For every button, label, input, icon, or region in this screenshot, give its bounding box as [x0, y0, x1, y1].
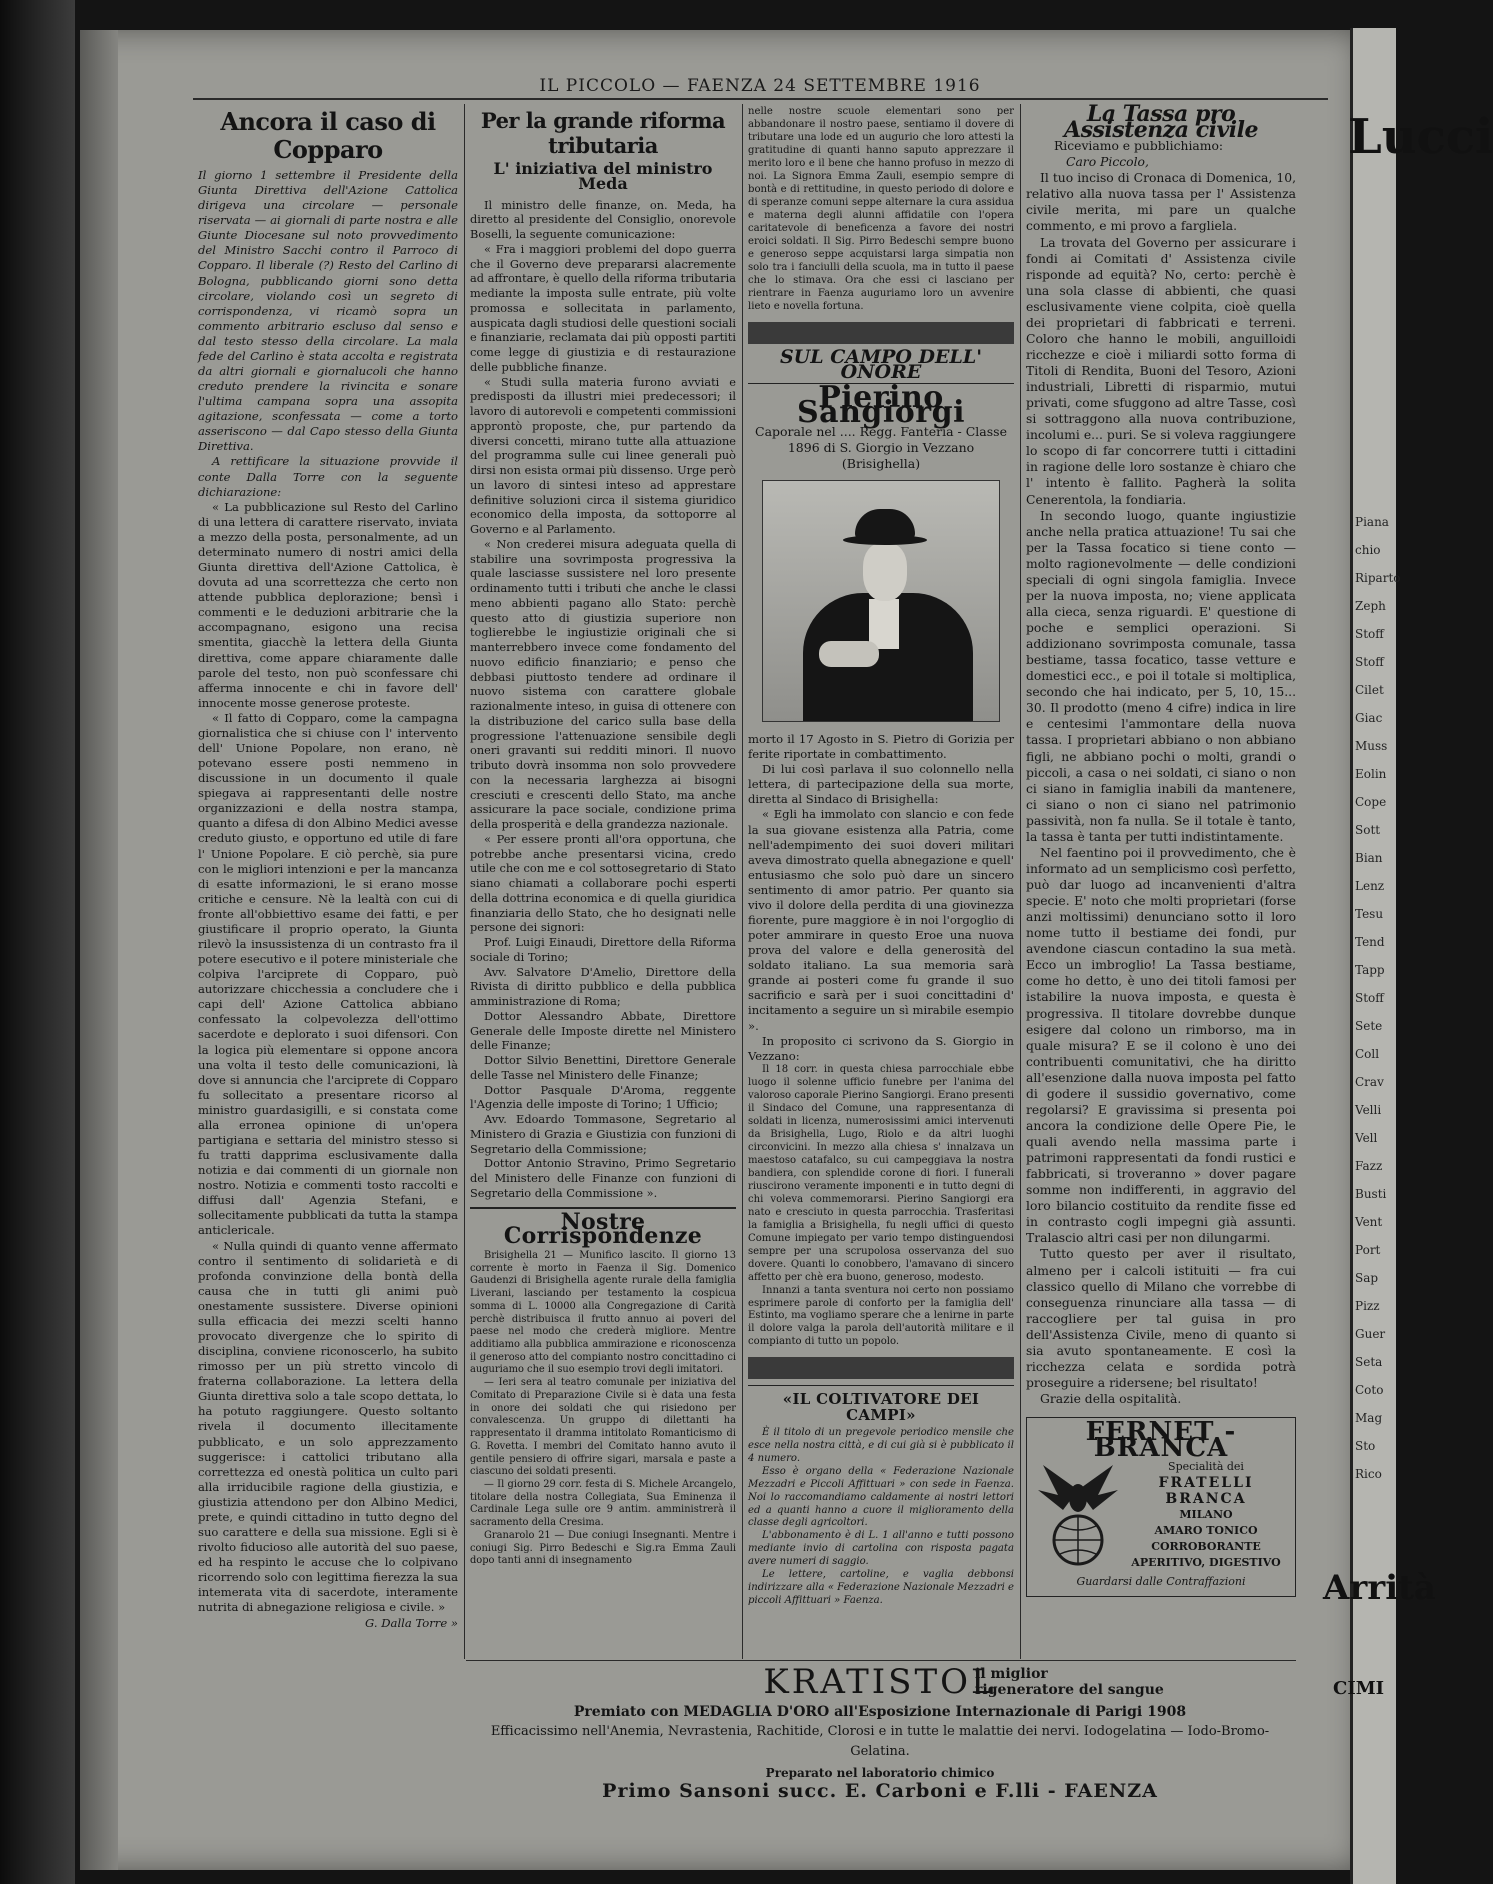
- adjacent-page-fragment: Giac: [1355, 711, 1383, 725]
- black-banner: [748, 322, 1014, 344]
- ad-tagline-1: il miglior: [975, 1666, 1048, 1682]
- article-paragraph: Il ministro delle finanze, on. Meda, ha diretto al presidente del Consiglio, onorevole Boselli, la seguente comunicazione:: [470, 197, 736, 241]
- article-paragraph: Le lettere, cartoline, e vaglia debbonsi indirizzare alla « Federazione Nazionale Mezzadri e piccoli Affittuari » Faenza.: [748, 1569, 1014, 1607]
- adjacent-page-fragment: Stoff: [1355, 655, 1384, 669]
- adjacent-page-fragment: Crav: [1355, 1075, 1384, 1089]
- ad-maker: Primo Sansoni succ. E. Carboni e F.lli - FAENZA: [602, 1780, 1158, 1802]
- adjacent-page-strip: [1323, 28, 1493, 1884]
- ad-tagline-2: rigeneratore del sangue: [975, 1682, 1164, 1698]
- adjacent-page-fragment: Fazz: [1355, 1159, 1383, 1173]
- article-paragraph: Di lui così parlava il suo colonnello nella lettera, di partecipazione della sua morte, diretta al Sindaco di Brisighella:: [748, 762, 1014, 807]
- eagle-globe-logo: [1033, 1460, 1123, 1570]
- ad-rule: [466, 1660, 1296, 1661]
- adjacent-page-fragment: Coll: [1355, 1047, 1380, 1061]
- section-title-coltivatore: «IL COLTIVATORE DEI CAMPI»: [748, 1385, 1014, 1422]
- article-copparo: [198, 106, 458, 1631]
- article-paragraph: Il tuo inciso di Cronaca di Domenica, 10, relativo alla nuova tassa per l' Assistenza civile merita, mi pare un qualche commento, e mi provo a fargliela.: [1026, 171, 1296, 234]
- article-title: Ancora il caso di Copparo: [220, 107, 436, 164]
- adjacent-page-fragments: [1355, 508, 1401, 1488]
- article-paragraph: A rettificare la situazione provvide il conte Dalla Torre con la seguente dichiarazione:: [198, 454, 458, 499]
- adjacent-page-fragment: Sap: [1355, 1271, 1379, 1285]
- correspondence-continued: nelle nostre scuole elementari sono per abbandonare il nostro paese, sentiamo il dovere di tributare una lode ed un augurio che loro attesti la gratitudine di quanti hanno saputo apprezzare il merito loro e il bene che hanno profuso in mezzo di noi. La Signora Emma Zauli, esempio sempre di bontà e di rettitudine, in questo periodo di dolore e di speranze comuni seppe alternare la cura assidua e materna degli alunni affidatile con l'opera caritatevole di beneficenza a favore dei nostri eroici soldati. Il Sig. Pirro Bedeschi sempre buono e generoso seppe acquistarsi larga simpatia non solo tra i fanciulli della scuola, ma in tutto il paese che lo stimava. Ora che essi ci lasciano per rientrare in Faenza auguriamo loro un avvenire lieto e novella fortuna.: [748, 106, 1014, 312]
- ad-line: APERITIVO, DIGESTIVO: [1131, 1556, 1281, 1570]
- adjacent-page-fragment: Sott: [1355, 823, 1381, 837]
- ad-tagline: [975, 1666, 1164, 1698]
- masthead-rule: [193, 98, 1328, 100]
- adjacent-page-fragment: Coto: [1355, 1383, 1384, 1397]
- adjacent-page-fragment: Cope: [1355, 795, 1387, 809]
- article-title: La Tassa pro Assistenza civile: [1064, 101, 1258, 144]
- ad-line: AMARO TONICO: [1154, 1524, 1258, 1538]
- adjacent-page-fragment: Bian: [1355, 851, 1383, 865]
- letter-salutation: Caro Piccolo,: [1066, 155, 1149, 170]
- column-three: [748, 106, 1014, 1608]
- ad-title: FERNET - BRANCA: [1085, 1417, 1237, 1464]
- fallen-soldier-rank: Caporale nel .... Regg. Fanteria - Classe 1896 di S. Giorgio in Vezzano (Brisighella): [755, 424, 1007, 472]
- ad-line: Specialità dei: [1168, 1459, 1244, 1473]
- article-paragraph: In secondo luogo, quante ingiustizie anche nella pratica attuazione! Tu sai che per la Tassa focatico si tiene conto — molto ragionevolmente — delle condizioni speciali di ogni singola famiglia. Invece per la nuova imposta, no; viene applicata alla cieca, senza riguardi. E' questione di poche e semplici operazioni. Si addizionano sovrimposta comunale, tassa bestiame, tassa focatico, tasse vetture e domestici ecc., e poi il totale si moltiplica, secondo che hai indicato, per 5, 10, 15... 30. Il prodotto (meno 4 cifre) indica in lire e centesimi l'ammontare della nuova tassa. I proprietari abbiano o non abbiano figli, ne abbiano pochi o molti, grandi o piccoli, a casa o nei soldati, ci siano o non ci siano in famiglia inabili da mantenere, ci siano o non ci siano nel patrimonio passività, non fa nulla. Se il totale è tanto, la tassa è tanta per tutti indistintamente.: [1026, 508, 1296, 844]
- adjacent-page-fragment: Sto: [1355, 1439, 1376, 1453]
- ad-city: MILANO: [1179, 1508, 1233, 1522]
- book-binding: [0, 0, 75, 1884]
- adjacent-page-fragment: Seta: [1355, 1355, 1383, 1369]
- adjacent-page-fragment: Guer: [1355, 1327, 1386, 1341]
- commission-member: Avv. Edoardo Tommasone, Segretario al Ministero di Grazia e Giustizia con funzioni di Segretario della Commissione;: [470, 1112, 736, 1156]
- article-paragraph: Riceviamo e pubblichiamo:: [1054, 139, 1224, 154]
- article-paragraph: È il titolo di un pregevole periodico mensile che esce nella nostra città, e di cui già si è pubblicato il 4 numero.: [748, 1426, 1014, 1464]
- article-signature: G. Dalla Torre »: [365, 1615, 458, 1630]
- article-subtitle: L' iniziativa del ministro Meda: [493, 159, 713, 193]
- article-paragraph: Tutto questo per aver il risultato, almeno per i calcoli istituiti — fra cui classico quello di Milano che vorrebbe di conseguenza rinunciare alla tassa — di raccogliere per tal guisa in pro dell'Assistenza Civile, meno di quanto si sia avuto spontaneamente. E così la ricchezza celata e sordida potrà proseguire a ridersene; bel risultato!: [1026, 1247, 1296, 1390]
- ad-line: CORROBORANTE: [1151, 1540, 1261, 1554]
- commission-member: Dottor Alessandro Abbate, Direttore Generale delle Imposte dirette nel Ministero delle Finanze;: [470, 1008, 736, 1053]
- adjacent-page-fragment: Velli: [1355, 1103, 1382, 1117]
- article-paragraph: morto il 17 Agosto in S. Pietro di Gorizia per ferite riportate in combattimento.: [748, 732, 1014, 762]
- adjacent-page-fragment: Piana: [1355, 515, 1389, 529]
- commission-member: Dottor Pasquale D'Aroma, reggente l'Agenzia delle imposte di Torino; 1 Ufficio;: [470, 1082, 736, 1112]
- article-title: Per la grande riforma tributaria: [480, 108, 726, 158]
- article-paragraph: In proposito ci scrivono da S. Giorgio in Vezzano:: [748, 1033, 1014, 1063]
- adjacent-page-fragment: Tapp: [1355, 963, 1385, 977]
- article-intro: Il giorno 1 settembre il Presidente della Giunta Direttiva dell'Azione Cattolica dirigeva una circolare — personale riservata — ai giornali di parte nostra e alle Giunte Diocesane sul noto provvedimento del Ministro Sacchi contro il Parroco di Copparo. Il liberale (?) Resto del Carlino di Bologna, pubblicando giorni sono detta circolare, violando così un segreto di corrispondenza, vi ricamò sopra un commento arbitrario escluso dal senso e dal testo stesso della circolare. La mala fede del Carlino è stata accolta e registrata da altri giornali e giornalucoli che hanno creduto prendere la rivincita e sonare l'ultima campana sopra una assopita agitazione, sconfessata — come a torto asseriscono — dal Capo stesso della Giunta Direttiva.: [198, 168, 458, 454]
- column-divider: [742, 104, 743, 1659]
- adjacent-page-fragment: Cilet: [1355, 683, 1384, 697]
- correspondence-item: — Il giorno 29 corr. festa di S. Michele Arcangelo, titolare della nostra Collegiata, Sua Eminenza il Cardinale Lega sulle ore 9 antim. amministrerà il sacramento della Cresima.: [470, 1478, 736, 1529]
- section-title-onore: SUL CAMPO DELL' ONORE: [748, 350, 1014, 384]
- commission-member: Dottor Silvio Benettini, Direttore Generale delle Tasse nel Ministero delle Finanze;: [470, 1053, 736, 1082]
- adjacent-page-fragment: Pizz: [1355, 1299, 1380, 1313]
- commission-member: Avv. Salvatore D'Amelio, Direttore della Rivista di diritto pubblico e della pubblica amministrazione di Roma;: [470, 964, 736, 1008]
- adjacent-page-fragment: Stoff: [1355, 991, 1384, 1005]
- section-title-corrispondenze: Nostre Corrispondenze: [470, 1207, 736, 1245]
- commission-member: Dottor Antonio Stravino, Primo Segretario del Ministero delle Finanze con funzioni di Segretario della Commissione ».: [470, 1156, 736, 1200]
- fallen-soldier-name: Pierino Sangiorgi: [797, 379, 965, 430]
- ad-brand: FRATELLI BRANCA: [1158, 1475, 1254, 1508]
- article-paragraph: « Studi sulla materia furono avviati e predisposti da illustri miei predecessori; il lavoro di autorevoli e competenti commissioni approntò proposte, che, pur partendo da diversi concetti, mirano tutte alla attuazione del programma sulle cui linee generali può dirsi non esista ormai più dissenso. Urge però un lavoro di sintesi inteso ad apprestare definitive soluzioni circa il sistema giuridico economico della imposta, da sottoporre al Governo e al Parlamento.: [470, 374, 736, 536]
- adjacent-page-fragment: Stoff: [1355, 627, 1384, 641]
- masthead: IL PICCOLO — FAENZA 24 SETTEMBRE 1916: [539, 76, 981, 96]
- adjacent-page-fragment: Busti: [1355, 1187, 1387, 1201]
- article-paragraph: L'abbonamento è di L. 1 all'anno e tutti possono mediante invio di cartolina con risposta pagata avere numeri di saggio.: [748, 1530, 1014, 1568]
- column-divider: [464, 104, 465, 1659]
- correspondence-item: Granarolo 21 — Due coniugi Insegnanti. Mentre i coniugi Sig. Pirro Bedeschi e Sig.ra Emma Zauli dopo tanti anni di insegnamento: [470, 1529, 736, 1567]
- adjacent-page-fragment: Tend: [1355, 935, 1385, 949]
- article-paragraph: « Il fatto di Copparo, come la campagna giornalistica che si chiuse con l' intervento dell' Unione Popolare, non erano, nè potevano essere posti nemmeno in discussione in un documento il quale spiegava ai rappresentanti delle nostre organizzazioni e della nostra stampa, quanto a difesa di don Albino Medici avesse creduto giusto, e opportuno ed utile di fare l' Unione Popolare. E ciò perchè, sia pure con le migliori intenzioni e per la mancanza di esatte informazioni, le si erano mosse critiche e censure. Nè la lealtà con cui di fronte all'obbiettivo esame dei fatti, e per giustificare il proprio operato, la Giunta rilevò la insussistenza di un contrasto fra il potere esecutivo e il potere ministeriale che colpiva l'arciprete di Copparo, può autorizzare chicchessia a concludere che i capi dell' Azione Cattolica abbiano confessato la colpevolezza dell'ottimo sacerdote e deplorato i suoi difensori. Con la logica più elementare si oppone ancora una volta il testo delle comunicazioni, là dove si annuncia che l'arciprete di Copparo fu sollecitato a presentare ricorso al ministro guardasigilli, e si constata come alla erronea opinione di un'opera partigiana e settaria del ministro stesso si fu tratti dapprima esclusivamente dalla notizia e dai commenti di un giornale non nostro. Notizia e commenti tosto raccolti e diffusi dall' Agenzia Stefani, e sollecitamente pubblicati da tutta la stampa anticlericale.: [198, 710, 458, 1238]
- adjacent-page-ad: Arrità: [1323, 1568, 1436, 1608]
- ad-title: KRATISTOL: [763, 1662, 997, 1702]
- article-tassa-assistenza: [1026, 101, 1296, 1597]
- adjacent-page-fragment: Vent: [1355, 1215, 1383, 1229]
- adjacent-page-fragment: chio: [1355, 543, 1381, 557]
- page-stack-edge: [80, 30, 118, 1870]
- article-paragraph: « Per essere pronti all'ora opportuna, che potrebbe anche presentarsi vicina, credo utile che con me e col sottosegretario di Stato siano chiamati a collaborare pochi esperti della dottrina economica e di quella giuridica finanziaria dello Stato, che ho designati nelle persone dei signori:: [470, 831, 736, 935]
- commission-member-list: [470, 935, 736, 1201]
- ad-lab-line: Preparato nel laboratorio chimico: [765, 1766, 995, 1780]
- adjacent-page-ad-2: CIMI: [1333, 1678, 1385, 1699]
- article-paragraph: « Egli ha immolato con slancio e con fede la sua giovane esistenza alla Patria, come nell'adempimento dei suoi doveri militari aveva dimostrato quella abnegazione e quell' entusiasmo che solo può dare un sincero sentimento di amor patrio. Per quanto sia vivo il dolore della perdita di una giovinezza fiorente, pure maggiore è in noi l'orgoglio di poter ammirare in questo Eroe una nuova prova del valore e della generosità del soldato italiano. La sua memoria sarà grande ai posteri come fu grande il suo sacrificio e sarà per i suoi concittadini d' incitamento a seguire un sì mirabile esempio ».: [748, 807, 1014, 1033]
- article-paragraph: « La pubblicazione sul Resto del Carlino di una lettera di carattere riservato, inviata a mezzo della posta, personalmente, ad un determinato numero di nostri amici della Giunta direttiva dell'Azione Cattolica, è dovuta ad una scorrettezza che certo non attende pubblica deplorazione; bensì i commenti e le deduzioni arbitrarie che la accompagnano, esigono una recisa smentita, giacchè la lettera della Giunta direttiva, come appare chiaramente dalle parole del testo, non può sconfessare chi afferma innocente e chi in favore dell' innocente mosse generose proteste.: [198, 499, 458, 710]
- adjacent-page-fragment: Zeph: [1355, 599, 1386, 613]
- adjacent-page-fragment: Riparto: [1355, 571, 1401, 585]
- fernet-branca-ad: [1026, 1417, 1296, 1597]
- ad-award-line: Premiato con MEDAGLIA D'ORO all'Esposizione Internazionale di Parigi 1908: [573, 1704, 1187, 1720]
- adjacent-page-fragment: Tesu: [1355, 907, 1384, 921]
- column-divider: [1020, 104, 1021, 1659]
- adjacent-page-fragment: Vell: [1355, 1131, 1378, 1145]
- soldier-portrait-photo: [762, 480, 1000, 722]
- article-closing: Grazie della ospitalità.: [1040, 1392, 1182, 1406]
- ad-warning: Guardarsi dalle Contraffazioni: [1076, 1575, 1246, 1589]
- article-paragraph: « Non crederei misura adeguata quella di stabilire una sovrimposta progressiva la quale lasciasse sussistere nel loro presente ordinamento tutti i tributi che anche le classi meno abbienti pagano allo Stato: perchè questo atto di giustizia superiore non toglierebbe le ingiustizie originali che si manterrebbero invece come fondamento del nuovo edificio finanziario; e penso che debbasi piuttosto tendere ad ordinare il nuovo sistema con carattere globale razionalmente inteso, in guisa di ottenere con la distribuzione del carico sulla base della progressione l'attenuazione sensibile degli oneri gravanti sui redditi minori. Il nuovo tributo dovrà insomma non solo provvedere con la necessaria larghezza ai bisogni cresciuti e crescenti dello Stato, ma anche assicurare la pace sociale, condizione prima della prosperità e della grandezza nazionale.: [470, 536, 736, 831]
- adjacent-page-fragment: Lenz: [1355, 879, 1385, 893]
- adjacent-page-fragment: Mag: [1355, 1411, 1383, 1425]
- article-paragraph: Innanzi a tanta sventura noi certo non possiamo esprimere parole di conforto per la famiglia dell' Estinto, ma vogliamo sperare che a lenirne in parte il dolore valga la parola dell'autorità militare e il compianto di tutto un popolo.: [748, 1284, 1014, 1348]
- adjacent-page-fragment: Port: [1355, 1243, 1381, 1257]
- correspondence-item: Brisighella 21 — Munifico lascito. Il giorno 13 corrente è morto in Faenza il Sig. Domenico Gaudenzi di Brisighella agente rurale della famiglia Liverani, lasciando per testamento la cospicua somma di L. 10000 alla Congregazione di Carità perchè distribuisca il frutto annuo ai poveri del paese nel modo che crederà migliore. Mentre additiamo alla pubblica ammirazione e riconoscenza il generoso atto del compianto nostro concittadino ci auguriamo che il suo esempio trovi degli imitatori.: [470, 1250, 736, 1376]
- article-paragraph: Nel faentino poi il provvedimento, che è informato ad un semplicismo così perfetto, può dar luogo ad incanvenienti d'altra specie. E' noto che molti proprietari (forse anzi moltissimi) denunciano sotto il loro nome tutto il bestiame dei fondi, pur avendone ciascun contadino la sua metà. Ecco un imbroglio! La Tassa bestiame, come ho detto, è uno dei titoli famosi per istabilire la nuova imposta, e questa è progressiva. Il titolare dovrebbe dunque esigere dal colono un rimborso, ma in quale misura? E se il colono è uno dei contribuenti comunitativi, che ha diritto all'esenzione dalla nuova imposta pel fatto di godere il sussidio governativo, come regolarsi? E gravissima si presenta poi ancora la condizione delle Opere Pie, le quali avendo nella massima parte i patrimoni rappresentati da fondi rustici e fabbricati, si troveranno » dover pagare somme non indifferenti, in aggravio del loro bilancio costituito da rendite fisse ed in contrasto cogli impegni già assunti. Tralascio altri casi per non dilungarmi.: [1026, 845, 1296, 1246]
- adjacent-page-fragment: Eolin: [1355, 767, 1387, 781]
- adjacent-page-title: Lucci: [1348, 109, 1493, 165]
- article-paragraph: Il 18 corr. in questa chiesa parrocchiale ebbe luogo il solenne ufficio funebre per l'anima del valoroso caporale Pierino Sangiorgi. Erano presenti il Sindaco del Comune, una rappresentanza di soldati in licenza, numerosissimi amici intervenuti da Brisighella, Lugo, Riolo e da altri luoghi circonvicini. In mezzo alla chiesa s' innalzava un maestoso catafalco, su cui campeggiava la nostra bandiera, con splendide corone di fiori. I funerali riuscirono veramente imponenti e in tutto degni di chi voleva commemorarsi. Pierino Sangiorgi era nato e cresciuto in questa parrocchia. Trasferitasi la famiglia a Brisighella, fu negli uffici di questo Comune impiegato per vario tempo distinguendosi sempre per una scrupolosa osservanza del suo dovere. Quanti lo conobbero, l'amavano di sincero affetto per chè era buono, generoso, modesto.: [748, 1063, 1014, 1283]
- correspondence-item: — Ieri sera al teatro comunale per iniziativa del Comitato di Preparazione Civile si è data una festa in onore dei soldati che qui risiedono per convalescenza. Un gruppo di dilettanti ha rappresentato il dramma intitolato Romanticismo di G. Rovetta. I membri del Comitato hanno avuto il gentile pensiero di offrire sigari, marsala e paste a ciascuno dei soldati presenti.: [470, 1377, 736, 1478]
- adjacent-page-fragment: Sete: [1355, 1019, 1383, 1033]
- adjacent-page-fragment: Rico: [1355, 1467, 1382, 1481]
- adjacent-page-fragment: Muss: [1355, 739, 1388, 753]
- article-paragraph: La trovata del Governo per assicurare i fondi ai Comitati d' Assistenza civile risponde ad equità? No, certo: perchè è una sola classe di abbienti, che quasi esclusivamente viene colpita, cioè quella dei proprietari di fabbricati e terreni. Coloro che hanno le mobili, anguilloidi ricchezze e cioè i miliardi sotto forma di Titoli di Rendita, Buoni del Tesoro, Azioni industriali, Libretti di risparmio, mutui privati, come sfuggono ad altre Tasse, così si sottraggono alla nuova contribuzione, incolumi e... puri. Se si voleva raggiungere lo scopo di far concorrere tutti i cittadini in ragione delle loro sostanze è chiaro che l' intento è fallito. Pagherà la solita Cenerentola, la fondiaria.: [1026, 235, 1296, 507]
- article-riforma-tributaria: [470, 106, 736, 1568]
- black-banner: [748, 1357, 1014, 1379]
- article-paragraph: Esso è organo della « Federazione Nazionale Mezzadri e Piccoli Affittuari » con sede in Faenza. Noi lo raccomandiamo caldamente ai nostri lettori ed a quanti hanno a cuore il miglioramento della classe degli agricoltori.: [748, 1465, 1014, 1529]
- article-paragraph: « Fra i maggiori problemi del dopo guerra che il Governo deve prepararsi alacremente ad affrontare, è quello della riforma tributaria mediante la imposta sulle entrate, più volte promossa e sollecitata in parlamento, auspicata dagli studiosi delle questioni sociali e finanziarie, reclamata dai più opposti partiti come legge di giustizia e di restaurazione delle pubbliche finanze.: [470, 241, 736, 374]
- kratistol-ad: [470, 1662, 1290, 1802]
- commission-member: Prof. Luigi Einaudi, Direttore della Riforma sociale di Torino;: [470, 935, 736, 964]
- ad-description: Efficacissimo nell'Anemia, Nevrastenia, Rachitide, Clorosi e in tutte le malattie dei nervi. Iodogelatina — Iodo-Bromo-Gelatina.: [490, 1724, 1270, 1759]
- article-paragraph: « Nulla quindi di quanto venne affermato contro il sentimento di solidarietà e di profonda convinzione della bontà della causa che in tutti gli animi può onestamente sussistere. Diverse opinioni sulla efficacia dei mezzi scelti hanno provocato divergenze che lo spirito di disciplina, conviene riconoscerlo, ha subito rimosso per un più stretto vincolo di fraterna collaborazione. La lettera della Giunta direttiva solo a tale scopo dettata, lo ha potuto raggiungere. Questo soltanto rivela il documento illecitamente pubblicato, e un solo apprezzamento suggerisce: i cattolici tributano alla correttezza ed onestà politica un culto pari alla irriducibile ragione della giustizia, e giustizia attendono per don Albino Medici, prete, e quindi cittadino in tutto degno del suo carattere e della sua missione. Egli si è rivolto fiducioso alle autorità del suo paese, ed ha respinto le accuse che lo colpivano ricorrendo solo con legittima fierezza la sua intemerata vita di sacerdote, interamente nutrita di abnegazione religiosa e civile. »: [198, 1238, 458, 1615]
